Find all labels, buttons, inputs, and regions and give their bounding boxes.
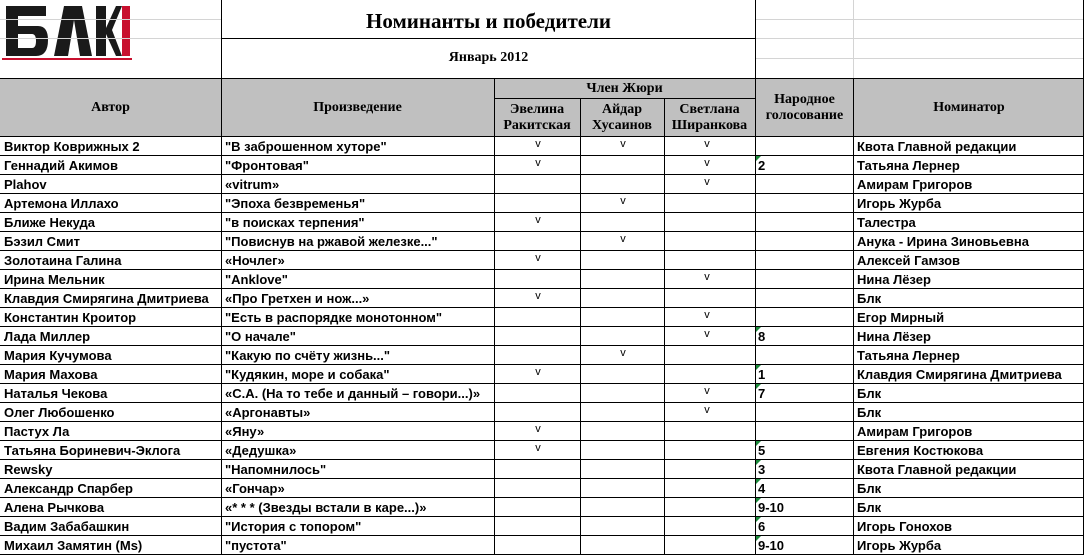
nominator-cell[interactable]: Игорь Гонохов: [857, 519, 953, 534]
work-cell[interactable]: "Anklove": [225, 272, 288, 287]
author-cell[interactable]: Лада Миллер: [4, 329, 91, 344]
jury-mark-cell[interactable]: [664, 365, 750, 384]
author-cell[interactable]: Наталья Чекова: [4, 386, 108, 401]
jury-mark-cell[interactable]: [580, 517, 666, 536]
jury-mark-cell[interactable]: [495, 175, 581, 194]
jury-mark-cell[interactable]: [664, 441, 750, 460]
jury-mark-cell[interactable]: [495, 460, 581, 479]
jury-mark-cell[interactable]: [495, 232, 581, 251]
jury-mark-cell[interactable]: [495, 479, 581, 498]
nominator-cell[interactable]: Квота Главной редакции: [857, 462, 1017, 477]
column-header-jury-1[interactable]: Эвелина Ракитская: [503, 101, 571, 133]
blk-logo: [2, 2, 132, 60]
jury-mark-cell[interactable]: [495, 384, 581, 403]
jury-mark-cell[interactable]: v: [620, 347, 626, 359]
column-header-author[interactable]: Автор: [91, 99, 130, 115]
jury-mark-cell[interactable]: [580, 175, 666, 194]
jury-mark-cell[interactable]: [580, 536, 666, 555]
nominator-cell[interactable]: Талестра: [857, 215, 916, 230]
jury-mark-cell[interactable]: v: [704, 271, 710, 283]
nominator-cell[interactable]: Квота Главной редакции: [857, 139, 1017, 154]
jury-mark-cell[interactable]: v: [704, 385, 710, 397]
jury-mark-cell[interactable]: v: [535, 138, 541, 150]
nominator-cell[interactable]: Блк: [857, 481, 882, 496]
jury-mark-cell[interactable]: v: [535, 423, 541, 435]
table-row[interactable]: [0, 384, 1084, 403]
jury-mark-cell[interactable]: v: [704, 138, 710, 150]
author-cell[interactable]: Золотаина Галина: [4, 253, 122, 268]
vote-cell[interactable]: 5: [758, 443, 766, 458]
jury-mark-cell[interactable]: [495, 498, 581, 517]
jury-mark-cell[interactable]: [580, 498, 666, 517]
work-cell[interactable]: «Аргонавты»: [225, 405, 311, 420]
table-row[interactable]: [0, 270, 1084, 289]
jury-mark-cell[interactable]: [664, 232, 750, 251]
work-cell[interactable]: «Гончар»: [225, 481, 285, 496]
vote-cell[interactable]: 6: [758, 519, 766, 534]
jury-mark-cell[interactable]: [580, 441, 666, 460]
work-cell[interactable]: «vitrum»: [225, 177, 280, 192]
table-row[interactable]: [0, 346, 1084, 365]
jury-mark-cell[interactable]: [580, 327, 666, 346]
table-row[interactable]: [0, 137, 1084, 156]
jury-mark-cell[interactable]: [580, 384, 666, 403]
vote-cell[interactable]: 3: [758, 462, 766, 477]
column-header-vote[interactable]: Народное голосование: [765, 91, 844, 123]
jury-mark-cell[interactable]: [664, 251, 750, 270]
jury-mark-cell[interactable]: v: [620, 233, 626, 245]
jury-mark-cell[interactable]: [495, 346, 581, 365]
author-cell[interactable]: Клавдия Смирягина Дмитриева: [4, 291, 209, 306]
nominator-cell[interactable]: Татьяна Лернер: [857, 158, 960, 173]
jury-mark-cell[interactable]: [495, 517, 581, 536]
nominator-cell[interactable]: Евгения Костюкова: [857, 443, 984, 458]
author-cell[interactable]: Константин Кроитор: [4, 310, 137, 325]
work-cell[interactable]: "пустота": [225, 538, 287, 553]
jury-mark-cell[interactable]: v: [535, 214, 541, 226]
nominator-cell[interactable]: Клавдия Смирягина Дмитриева: [857, 367, 1062, 382]
author-cell[interactable]: Михаил Замятин (Ms): [4, 538, 143, 553]
work-cell[interactable]: «* * * (Звезды встали в каре...)»: [225, 500, 427, 515]
jury-mark-cell[interactable]: [495, 308, 581, 327]
table-row[interactable]: [0, 194, 1084, 213]
vote-cell[interactable]: 9-10: [758, 500, 785, 515]
author-cell[interactable]: Plahov: [4, 177, 47, 192]
work-cell[interactable]: «Дедушка»: [225, 443, 297, 458]
vote-cell[interactable]: [758, 270, 850, 289]
column-header-nominator[interactable]: Номинатор: [933, 99, 1005, 115]
work-cell[interactable]: "Напомнилось": [225, 462, 327, 477]
jury-mark-cell[interactable]: [580, 213, 666, 232]
vote-cell[interactable]: [758, 137, 850, 156]
author-cell[interactable]: Пастух Ла: [4, 424, 70, 439]
vote-cell[interactable]: [758, 403, 850, 422]
work-cell[interactable]: "В заброшенном хуторе": [225, 139, 387, 154]
work-cell[interactable]: "Эпоха безвременья": [225, 196, 366, 211]
vote-cell[interactable]: 4: [758, 481, 766, 496]
author-cell[interactable]: Мария Махова: [4, 367, 98, 382]
vote-cell[interactable]: 2: [758, 158, 766, 173]
vote-cell[interactable]: 8: [758, 329, 766, 344]
column-header-jury-3[interactable]: Светлана Ширанкова: [671, 101, 748, 133]
author-cell[interactable]: Артемона Иллахо: [4, 196, 119, 211]
table-row[interactable]: [0, 175, 1084, 194]
vote-cell[interactable]: [758, 194, 850, 213]
jury-mark-cell[interactable]: [664, 498, 750, 517]
jury-mark-cell[interactable]: [664, 460, 750, 479]
vote-cell[interactable]: 7: [758, 386, 766, 401]
jury-mark-cell[interactable]: v: [704, 309, 710, 321]
nominator-cell[interactable]: Блк: [857, 500, 882, 515]
jury-mark-cell[interactable]: v: [535, 290, 541, 302]
jury-mark-cell[interactable]: [580, 422, 666, 441]
author-cell[interactable]: Мария Кучумова: [4, 348, 112, 363]
author-cell[interactable]: Ирина Мельник: [4, 272, 105, 287]
vote-cell[interactable]: [758, 308, 850, 327]
work-cell[interactable]: «Про Гретхен и нож...»: [225, 291, 370, 306]
table-row[interactable]: [0, 422, 1084, 441]
jury-mark-cell[interactable]: v: [704, 176, 710, 188]
table-row[interactable]: [0, 251, 1084, 270]
period-subtitle: Январь 2012: [448, 50, 529, 65]
jury-mark-cell[interactable]: v: [620, 195, 626, 207]
nominator-cell[interactable]: Алексей Гамзов: [857, 253, 961, 268]
jury-mark-cell[interactable]: [580, 403, 666, 422]
table-row[interactable]: [0, 156, 1084, 175]
author-cell[interactable]: Ближе Некуда: [4, 215, 95, 230]
jury-mark-cell[interactable]: v: [620, 138, 626, 150]
nominator-cell[interactable]: Блк: [857, 386, 882, 401]
table-row[interactable]: [0, 517, 1084, 536]
jury-mark-cell[interactable]: [495, 270, 581, 289]
table-row[interactable]: [0, 403, 1084, 422]
table-row[interactable]: [0, 441, 1084, 460]
nominator-cell[interactable]: Игорь Журба: [857, 538, 942, 553]
author-cell[interactable]: Геннадий Акимов: [4, 158, 118, 173]
author-cell[interactable]: Олег Любошенко: [4, 405, 115, 420]
work-cell[interactable]: «Яну»: [225, 424, 265, 439]
vote-cell[interactable]: [758, 422, 850, 441]
vote-cell[interactable]: 1: [758, 367, 766, 382]
jury-mark-cell[interactable]: v: [535, 366, 541, 378]
table-row[interactable]: [0, 498, 1084, 517]
table-row[interactable]: [0, 213, 1084, 232]
author-cell[interactable]: Алена Рычкова: [4, 500, 105, 515]
nominator-cell[interactable]: Егор Мирный: [857, 310, 945, 325]
column-header-jury-group[interactable]: Член Жюри: [586, 80, 663, 96]
nominator-cell[interactable]: Анука - Ирина Зиновьевна: [857, 234, 1029, 249]
jury-mark-cell[interactable]: [664, 536, 750, 555]
jury-mark-cell[interactable]: [580, 479, 666, 498]
jury-mark-cell[interactable]: [580, 308, 666, 327]
jury-mark-cell[interactable]: [580, 460, 666, 479]
vote-cell[interactable]: 9-10: [758, 538, 785, 553]
author-cell[interactable]: Виктор Коврижных 2: [4, 139, 140, 154]
jury-mark-cell[interactable]: [664, 213, 750, 232]
jury-mark-cell[interactable]: v: [704, 157, 710, 169]
jury-mark-cell[interactable]: [580, 270, 666, 289]
jury-mark-cell[interactable]: [664, 194, 750, 213]
column-header-work[interactable]: Произведение: [313, 99, 402, 115]
nominator-cell[interactable]: Нина Лёзер: [857, 272, 931, 287]
jury-mark-cell[interactable]: [664, 289, 750, 308]
work-cell[interactable]: "в поисках терпения": [225, 215, 365, 230]
table-row[interactable]: [0, 327, 1084, 346]
jury-mark-cell[interactable]: [580, 156, 666, 175]
jury-mark-cell[interactable]: [664, 422, 750, 441]
vote-cell[interactable]: [758, 232, 850, 251]
jury-mark-cell[interactable]: v: [704, 404, 710, 416]
author-cell[interactable]: Татьяна Бориневич-Эклога: [4, 443, 181, 458]
jury-mark-cell[interactable]: [580, 289, 666, 308]
jury-mark-cell[interactable]: [495, 327, 581, 346]
page-title: Номинанты и победители: [366, 8, 611, 33]
vote-cell[interactable]: [758, 175, 850, 194]
nominator-cell[interactable]: Нина Лёзер: [857, 329, 931, 344]
work-cell[interactable]: "Какую по счёту жизнь...": [225, 348, 391, 363]
column-header-jury-2[interactable]: Айдар Хусаинов: [592, 101, 652, 133]
nominator-cell[interactable]: Блк: [857, 405, 882, 420]
jury-mark-cell[interactable]: v: [535, 157, 541, 169]
table-row[interactable]: [0, 479, 1084, 498]
jury-mark-cell[interactable]: [664, 346, 750, 365]
author-cell[interactable]: Александр Спарбер: [4, 481, 133, 496]
table-row[interactable]: [0, 365, 1084, 384]
table-row[interactable]: [0, 232, 1084, 251]
jury-mark-cell[interactable]: v: [535, 252, 541, 264]
table-row[interactable]: [0, 460, 1084, 479]
work-cell[interactable]: «С.А. (На то тебе и данный – говори...)»: [225, 386, 481, 401]
author-cell[interactable]: Rewsky: [4, 462, 53, 477]
jury-mark-cell[interactable]: [495, 403, 581, 422]
work-cell[interactable]: "Кудякин, море и собака": [225, 367, 390, 382]
vote-cell[interactable]: [758, 251, 850, 270]
table-row[interactable]: [0, 308, 1084, 327]
vote-cell[interactable]: [758, 289, 850, 308]
jury-mark-cell[interactable]: [664, 517, 750, 536]
jury-mark-cell[interactable]: [580, 365, 666, 384]
jury-mark-cell[interactable]: [664, 479, 750, 498]
jury-mark-cell[interactable]: [495, 536, 581, 555]
jury-mark-cell[interactable]: v: [535, 442, 541, 454]
vote-cell[interactable]: [758, 346, 850, 365]
nominator-cell[interactable]: Блк: [857, 291, 882, 306]
table-row[interactable]: [0, 289, 1084, 308]
author-cell[interactable]: Вадим Забабашкин: [4, 519, 130, 534]
nominator-cell[interactable]: Амирам Григоров: [857, 177, 973, 192]
work-cell[interactable]: «Ночлег»: [225, 253, 285, 268]
jury-mark-cell[interactable]: v: [704, 328, 710, 340]
work-cell[interactable]: "Фронтовая": [225, 158, 309, 173]
work-cell[interactable]: "Повиснув на ржавой железке...": [225, 234, 438, 249]
work-cell[interactable]: "О начале": [225, 329, 296, 344]
jury-mark-cell[interactable]: [495, 194, 581, 213]
nominator-cell[interactable]: Амирам Григоров: [857, 424, 973, 439]
author-cell[interactable]: Бэзил Смит: [4, 234, 81, 249]
jury-mark-cell[interactable]: [580, 251, 666, 270]
nominator-cell[interactable]: Татьяна Лернер: [857, 348, 960, 363]
vote-cell[interactable]: [758, 213, 850, 232]
work-cell[interactable]: "Есть в распорядке монотонном": [225, 310, 443, 325]
work-cell[interactable]: "История с топором": [225, 519, 362, 534]
nominator-cell[interactable]: Игорь Журба: [857, 196, 942, 211]
table-row[interactable]: [0, 536, 1084, 555]
